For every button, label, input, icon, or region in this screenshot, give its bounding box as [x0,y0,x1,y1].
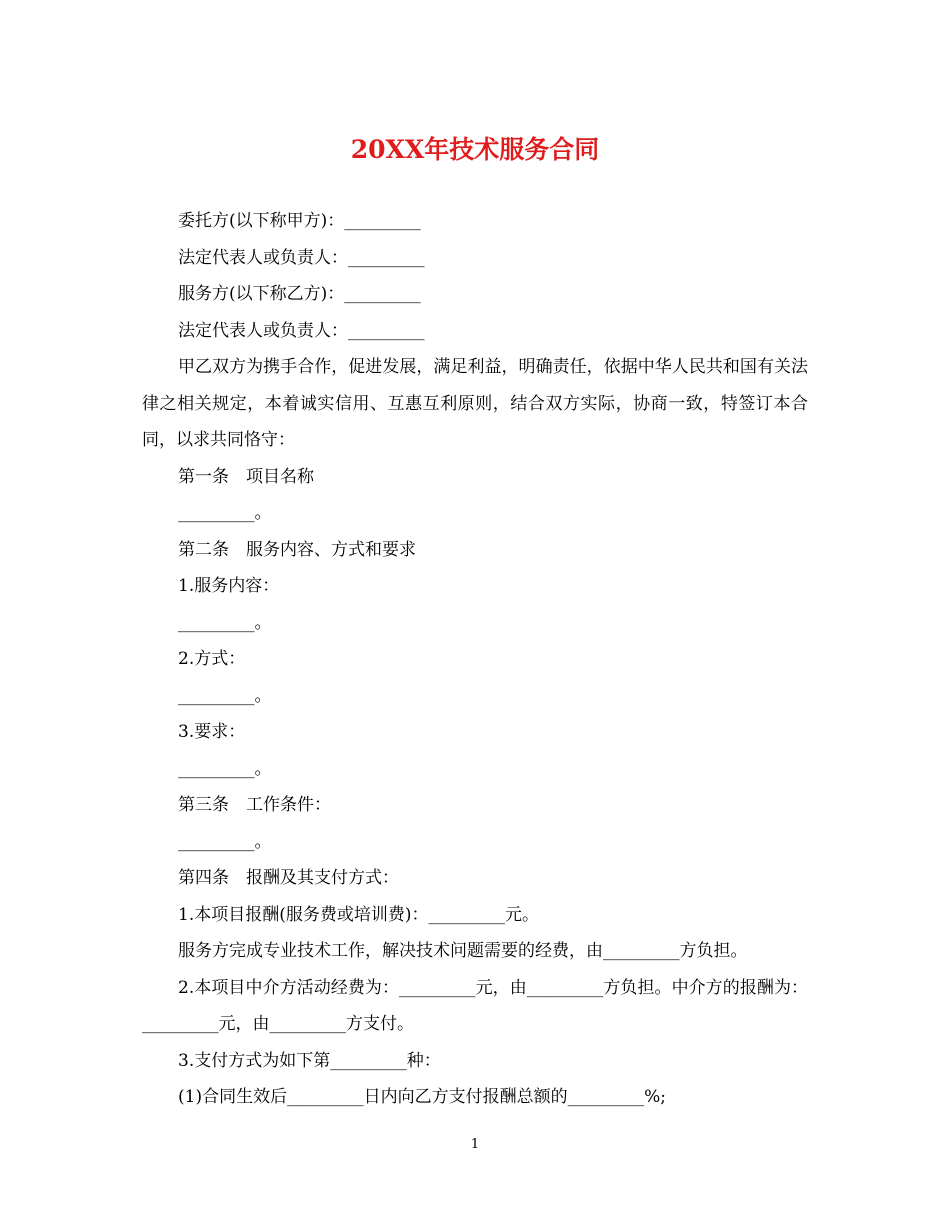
text-line: 法定代表人或负责人：_________ [178,247,425,268]
text-line: 1.服务内容： [178,576,280,596]
page-number: 1 [470,1137,480,1152]
text-line: 1.本项目报酬(服务费或培训费)：_________元。 [178,904,539,925]
text-line: 第二条 服务内容、方式和要求 [178,539,416,560]
paragraph: 2.本项目中介方活动经费为：_________元，由_________方负担。中介方的报酬为：_________元，由_________方支付。 [142,977,808,1034]
text-line: _________。 [178,758,272,779]
text-line: 法定代表人或负责人：_________ [178,320,425,341]
paragraph: 甲乙双方为携手合作，促进发展，满足利益，明确责任，依据中华人民共和国有关法律之相关规定，本着诚实信用、互惠互利原则，结合双方实际，协商一致，特签订本合同，以求共同恪守： [142,357,808,450]
text-line: 服务方(以下称乙方)：_________ [178,284,421,304]
text-line: 2.方式： [178,649,246,669]
text-line: _________。 [178,503,272,523]
text-line: (1)合同生效后_________日内向乙方支付报酬总额的_________%; [178,1087,666,1107]
contract-body [142,203,808,1116]
text-line: 第四条 报酬及其支付方式： [178,868,399,888]
text-line: 第三条 工作条件： [178,795,331,815]
text-line: _________。 [178,831,272,852]
document-title: 20XX年技术服务合同 [350,135,600,164]
text-line: 3.要求： [178,722,246,742]
text-line: _________。 [178,685,272,706]
text-line: 服务方完成专业技术工作，解决技术问题需要的经费，由_________方负担。 [178,941,748,961]
text-line: 委托方(以下称甲方)：_________ [178,211,421,231]
text-line: 第一条 项目名称 [178,466,314,487]
text-line: _________。 [178,612,272,633]
text-line: 3.支付方式为如下第_________种： [178,1050,441,1071]
